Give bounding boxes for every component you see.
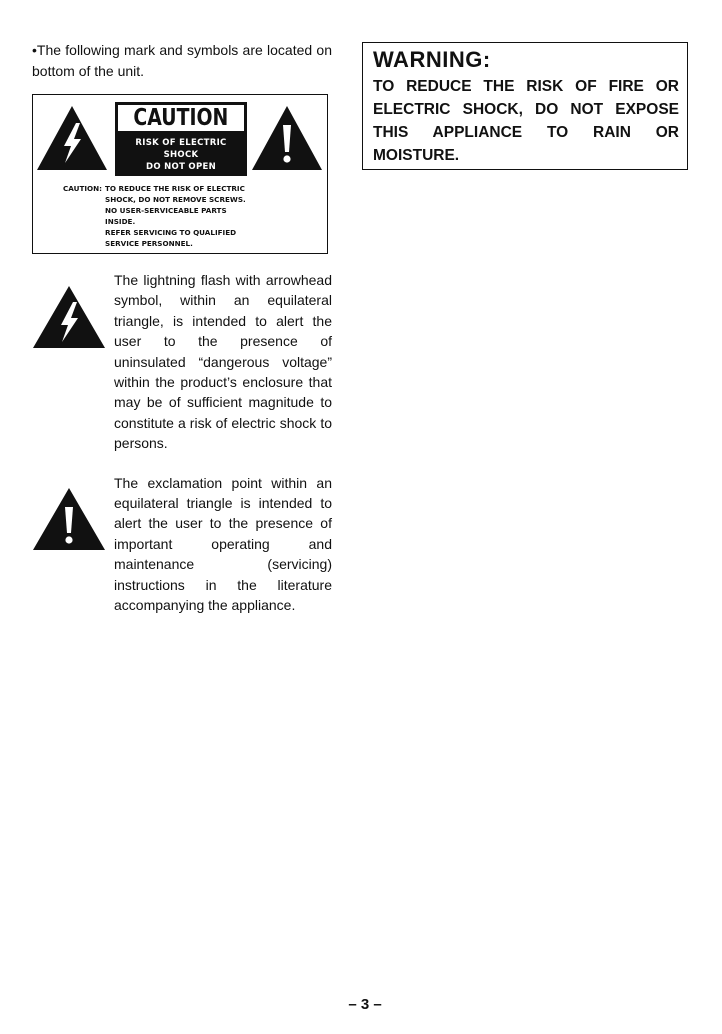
exclamation-triangle-icon <box>32 487 106 551</box>
caution-sub-line1: RISK OF ELECTRIC SHOCK <box>135 138 227 160</box>
lightning-triangle-icon <box>32 285 106 349</box>
caution-fine-line: INSIDE. <box>105 217 136 226</box>
left-column <box>32 40 332 616</box>
caution-fine-line: REFER SERVICING TO QUALIFIED <box>105 228 237 237</box>
caution-fine-label: CAUTION: <box>63 184 103 193</box>
exclamation-triangle-icon <box>251 105 323 171</box>
caution-fine-line: SERVICE PERSONNEL. <box>105 239 193 248</box>
warning-title: WARNING: <box>373 47 491 72</box>
exclamation-symbol-text: The exclamation point within an equilateral triangle is intended to alert the user to the presence of important operating and maintenance (servicing) instructions in the literature accompanying the appliance. <box>114 474 332 614</box>
caution-label <box>115 102 247 176</box>
caution-fine-line: NO USER-SERVICEABLE PARTS <box>105 206 227 215</box>
exclamation-symbol-explanation <box>32 473 332 616</box>
caution-sub-line2: DO NOT OPEN <box>145 162 216 172</box>
lightning-triangle-icon <box>36 105 108 171</box>
page-number: – 3 – <box>348 996 382 1013</box>
caution-fine-line: SHOCK, DO NOT REMOVE SCREWS. <box>105 195 246 204</box>
lightning-symbol-explanation <box>32 270 332 454</box>
intro-text: •The following mark and symbols are located on bottom of the unit. <box>32 42 332 79</box>
warning-text: TO REDUCE THE RISK OF FIRE OR ELECTRIC SHOCK, DO NOT EXPOSE THIS APPLIANCE TO RAIN OR MOISTURE. <box>373 78 679 164</box>
caution-label-box <box>32 94 328 254</box>
caution-title: CAUTION <box>133 105 229 131</box>
caution-fine-line: TO REDUCE THE RISK OF ELECTRIC <box>105 184 245 193</box>
warning-box <box>362 42 688 170</box>
lightning-symbol-text: The lightning flash with arrowhead symbol, within an equilateral triangle, is intended to alert the user to the presence of uninsulated “dangerous voltage” within the product’s enclosure that may be of sufficient magnitude to constitute a risk of electric shock to persons. <box>114 272 332 452</box>
caution-fine-print <box>63 183 246 249</box>
